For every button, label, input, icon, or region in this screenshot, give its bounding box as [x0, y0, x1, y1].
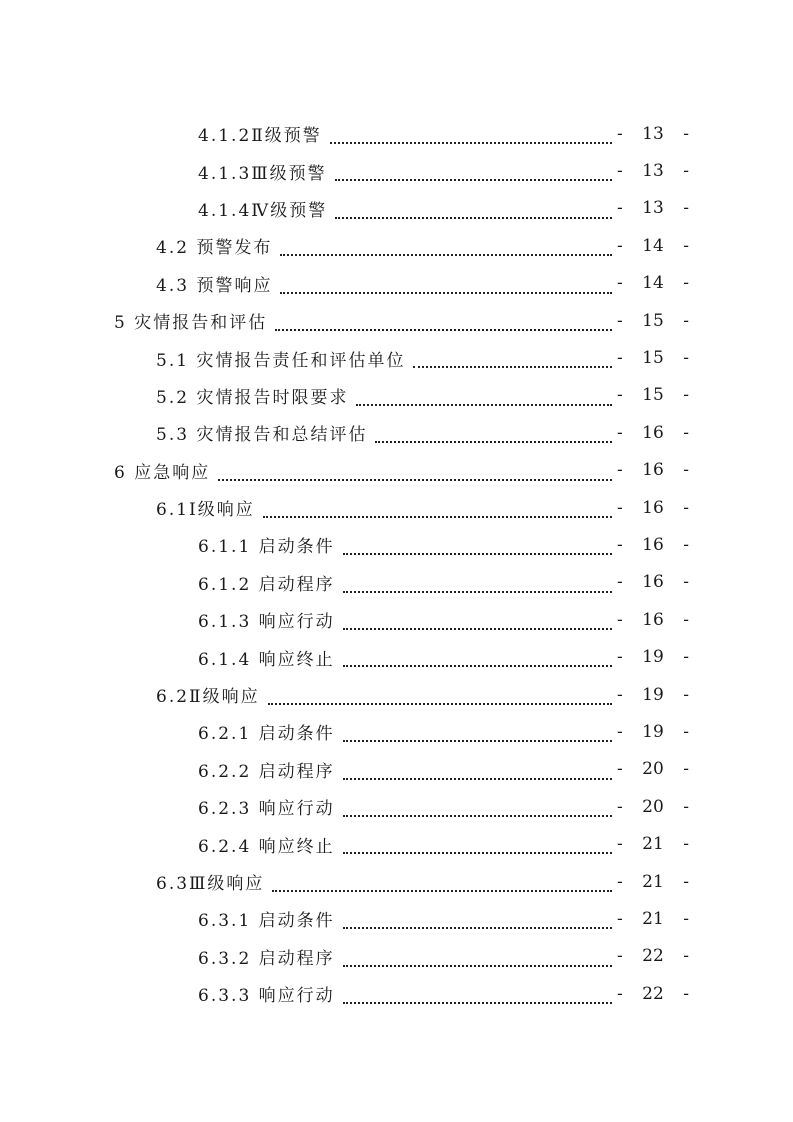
page-prefix-dash: -: [617, 572, 623, 593]
toc-entry-title: 6.1.2 启动程序: [198, 574, 335, 595]
toc-entry-title: 4.1.4Ⅳ级预警: [198, 200, 328, 221]
page-suffix-dash: -: [683, 422, 689, 443]
page-suffix-dash: -: [683, 983, 689, 1004]
toc-page-number: [617, 535, 689, 555]
page-prefix-dash: -: [617, 385, 623, 406]
page-number-value: 16: [642, 422, 664, 443]
toc-page-number: [617, 273, 689, 293]
toc-dot-leader: [343, 590, 612, 593]
toc-entry-title: 4.2 预警发布: [156, 238, 273, 259]
toc-page-number: [617, 909, 689, 929]
page-suffix-dash: -: [683, 385, 689, 406]
toc-entry-title: 6.1.3 响应行动: [198, 612, 335, 633]
toc-dot-leader: [335, 178, 612, 181]
toc-entry[interactable]: [0, 601, 793, 638]
page-suffix-dash: -: [683, 235, 689, 256]
toc-dot-leader: [356, 403, 612, 406]
toc-entry[interactable]: [0, 788, 793, 825]
toc-page-number: [617, 984, 689, 1004]
toc-dot-leader: [375, 440, 612, 443]
toc-dot-leader: [343, 814, 612, 817]
toc-entry-title: 6.1.4 响应终止: [198, 649, 335, 670]
toc-entry-title: 5.2 灾情报告时限要求: [156, 387, 349, 408]
toc-entry[interactable]: [0, 564, 793, 601]
page-number-value: 19: [642, 647, 664, 668]
toc-entry-title: 5.3 灾情报告和总结评估: [156, 425, 368, 446]
toc-page-number: [617, 647, 689, 667]
toc-entry-title: 4.3 预警响应: [156, 275, 273, 296]
page-prefix-dash: -: [617, 871, 623, 892]
page-suffix-dash: -: [683, 759, 689, 780]
toc-page-number: [617, 498, 689, 518]
toc-page-number: [617, 685, 689, 705]
toc-dot-leader: [272, 889, 612, 892]
page-suffix-dash: -: [683, 796, 689, 817]
toc-dot-leader: [343, 777, 612, 780]
toc-page-number: [617, 460, 689, 480]
toc-dot-leader: [330, 141, 612, 144]
toc-dot-leader: [280, 291, 612, 294]
toc-entry-title: 6.1.1 启动条件: [198, 537, 335, 558]
toc-entry-title: 5 灾情报告和评估: [114, 313, 268, 334]
page-prefix-dash: -: [617, 647, 623, 668]
toc-dot-leader: [343, 1001, 612, 1004]
toc-entry[interactable]: [0, 339, 793, 376]
toc-dot-leader: [263, 515, 612, 518]
toc-entry[interactable]: [0, 938, 793, 975]
page-prefix-dash: -: [617, 310, 623, 331]
page-prefix-dash: -: [617, 834, 623, 855]
toc-entry-title: 6.2.2 启动程序: [198, 761, 335, 782]
toc-page-number: [617, 385, 689, 405]
page-prefix-dash: -: [617, 198, 623, 219]
toc-entry-title: 6.2Ⅱ级响应: [156, 687, 260, 708]
page-suffix-dash: -: [683, 161, 689, 182]
page-number-value: 21: [642, 834, 664, 855]
toc-entry[interactable]: [0, 751, 793, 788]
page-suffix-dash: -: [683, 497, 689, 518]
page-suffix-dash: -: [683, 123, 689, 144]
page-number-value: 20: [642, 759, 664, 780]
page-number-value: 13: [642, 123, 664, 144]
page-prefix-dash: -: [617, 235, 623, 256]
toc-entry-title: 6.3.3 响应行动: [198, 986, 335, 1007]
toc-entry-title: 6.2.1 启动条件: [198, 724, 335, 745]
page-number-value: 15: [642, 310, 664, 331]
toc-dot-leader: [335, 216, 612, 219]
page-suffix-dash: -: [683, 609, 689, 630]
toc-entry[interactable]: [0, 900, 793, 937]
page-suffix-dash: -: [683, 198, 689, 219]
toc-entry[interactable]: [0, 265, 793, 302]
toc-dot-leader: [343, 627, 612, 630]
toc-dot-leader: [343, 552, 612, 555]
toc-entry[interactable]: [0, 377, 793, 414]
page-number-value: 14: [642, 273, 664, 294]
toc-dot-leader: [268, 702, 612, 705]
toc-entry[interactable]: [0, 452, 793, 489]
toc-entry[interactable]: [0, 414, 793, 451]
page-suffix-dash: -: [683, 684, 689, 705]
page-number-value: 13: [642, 161, 664, 182]
page-prefix-dash: -: [617, 273, 623, 294]
toc-page-number: [617, 610, 689, 630]
toc-dot-leader: [343, 739, 612, 742]
toc-dot-leader: [343, 664, 612, 667]
page-number-value: 20: [642, 796, 664, 817]
toc-page-number: [617, 946, 689, 966]
page-prefix-dash: -: [617, 983, 623, 1004]
toc-entry[interactable]: [0, 227, 793, 264]
toc-entry-title: 6.3.1 启动条件: [198, 911, 335, 932]
toc-entry-title: 5.1 灾情报告责任和评估单位: [156, 350, 406, 371]
page-number-value: 21: [642, 908, 664, 929]
toc-dot-leader: [343, 851, 612, 854]
toc-entry[interactable]: [0, 152, 793, 189]
page-number-value: 16: [642, 572, 664, 593]
page-number-value: 22: [642, 983, 664, 1004]
toc-page-number: [617, 797, 689, 817]
page-number-value: 22: [642, 946, 664, 967]
toc-page-number: [617, 124, 689, 144]
toc-page-number: [617, 236, 689, 256]
toc-entry-title: 6.1Ⅰ级响应: [156, 500, 255, 521]
page-number-value: 16: [642, 497, 664, 518]
page-number-value: 15: [642, 348, 664, 369]
toc-page-number: [617, 311, 689, 331]
toc-dot-leader: [218, 478, 612, 481]
toc-dot-leader: [343, 964, 612, 967]
page-prefix-dash: -: [617, 497, 623, 518]
page-number-value: 13: [642, 198, 664, 219]
toc-entry-title: 6.2.4 响应终止: [198, 836, 335, 857]
table-of-contents: [0, 115, 793, 1012]
toc-page-number: [617, 198, 689, 218]
toc-page-number: [617, 161, 689, 181]
page-prefix-dash: -: [617, 684, 623, 705]
page-number-value: 16: [642, 460, 664, 481]
page-prefix-dash: -: [617, 348, 623, 369]
toc-entry[interactable]: [0, 526, 793, 563]
page-number-value: 16: [642, 534, 664, 555]
toc-dot-leader: [275, 328, 612, 331]
toc-entry[interactable]: [0, 713, 793, 750]
page-number-value: 19: [642, 684, 664, 705]
page-suffix-dash: -: [683, 310, 689, 331]
toc-entry[interactable]: [0, 825, 793, 862]
page-number-value: 15: [642, 385, 664, 406]
page-suffix-dash: -: [683, 721, 689, 742]
page-suffix-dash: -: [683, 647, 689, 668]
page-prefix-dash: -: [617, 721, 623, 742]
page-suffix-dash: -: [683, 460, 689, 481]
page-prefix-dash: -: [617, 460, 623, 481]
toc-entry-title: 6 应急响应: [114, 462, 211, 483]
toc-dot-leader: [413, 365, 612, 368]
toc-page-number: [617, 423, 689, 443]
page-prefix-dash: -: [617, 123, 623, 144]
toc-page-number: [617, 834, 689, 854]
page-prefix-dash: -: [617, 759, 623, 780]
toc-entry[interactable]: [0, 489, 793, 526]
toc-entry[interactable]: [0, 302, 793, 339]
page-suffix-dash: -: [683, 572, 689, 593]
page-prefix-dash: -: [617, 609, 623, 630]
page-prefix-dash: -: [617, 796, 623, 817]
toc-page-number: [617, 348, 689, 368]
toc-entry-title: 4.1.2Ⅱ级预警: [198, 126, 322, 147]
page-suffix-dash: -: [683, 534, 689, 555]
page-suffix-dash: -: [683, 871, 689, 892]
toc-entry-title: 4.1.3Ⅲ级预警: [198, 163, 327, 184]
page-prefix-dash: -: [617, 422, 623, 443]
page-prefix-dash: -: [617, 534, 623, 555]
page-number-value: 14: [642, 235, 664, 256]
toc-page-number: [617, 572, 689, 592]
toc-entry[interactable]: [0, 115, 793, 152]
toc-entry[interactable]: [0, 975, 793, 1012]
page-suffix-dash: -: [683, 348, 689, 369]
page-suffix-dash: -: [683, 908, 689, 929]
toc-entry-title: 6.2.3 响应行动: [198, 799, 335, 820]
toc-entry[interactable]: [0, 638, 793, 675]
toc-entry-title: 6.3Ⅲ级响应: [156, 874, 265, 894]
toc-page-number: [617, 722, 689, 742]
toc-entry-title: 6.3.2 启动程序: [198, 948, 335, 969]
toc-dot-leader: [343, 926, 612, 929]
page-number-value: 21: [642, 871, 664, 892]
toc-dot-leader: [280, 253, 612, 256]
toc-page-number: [617, 759, 689, 779]
page-suffix-dash: -: [683, 834, 689, 855]
page-number-value: 19: [642, 721, 664, 742]
page-suffix-dash: -: [683, 946, 689, 967]
page-prefix-dash: -: [617, 908, 623, 929]
page-prefix-dash: -: [617, 161, 623, 182]
page-suffix-dash: -: [683, 273, 689, 294]
toc-entry[interactable]: [0, 863, 793, 900]
toc-page-number: [617, 872, 689, 892]
page-number-value: 16: [642, 609, 664, 630]
page-prefix-dash: -: [617, 946, 623, 967]
toc-entry[interactable]: [0, 676, 793, 713]
toc-entry[interactable]: [0, 190, 793, 227]
